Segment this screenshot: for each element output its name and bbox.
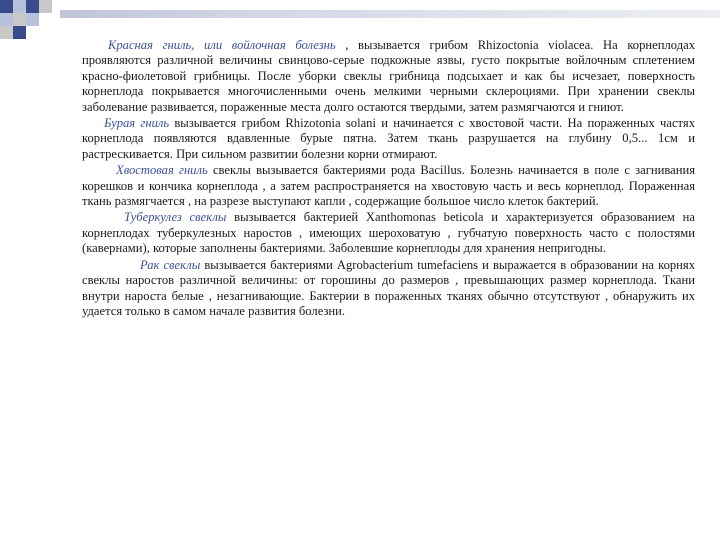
- paragraph-tuberculosis: [82, 210, 695, 256]
- term-crown-gall: Рак свеклы: [140, 257, 201, 272]
- paragraph-brown-rot: [82, 116, 695, 162]
- paragraph-tail-rot: [82, 163, 695, 209]
- deco-square: [13, 13, 26, 26]
- deco-square: [13, 0, 26, 13]
- text-body: [82, 38, 695, 320]
- paragraph-crown-gall: [82, 258, 695, 320]
- deco-square: [13, 26, 26, 39]
- deco-square: [26, 0, 39, 13]
- paragraph-text: , вызывается грибом Rhizoctonia violacea. На корнеплодах проявляются различной величины свинцово-серые подкожные язвы, густо покрытые войлочным сплетением красно-фиолетовой грибницы. После уборки свеклы грибница подсыхает и как бы исчезает, поверхность корнеплода покрывается многочисленными очень мелкими черными склероциями. При хранении свеклы заболевание развивается, пораженные места долго остаются твердыми, затем размягчаются и гниют.: [82, 38, 695, 114]
- deco-square: [0, 0, 13, 13]
- term-tail-rot: Хвостовая гниль: [116, 163, 208, 178]
- deco-square: [39, 0, 52, 13]
- deco-square: [0, 26, 13, 39]
- paragraph-text: вызывается грибом Rhizotonia solani и начинается с хвостовой части. На пораженных частях корнеплода появляются вдавленные бурые пятна. Затем ткань разрушается на глубину 0,5... 1см и растрескивается. При сильном развитии болезни корни отмирают.: [82, 116, 695, 161]
- paragraph-text: вызывается бактериями Agrobacterium tumefaciens и выражается в образовании на корнях свеклы наростов различной величины: от горошины до размеров , превышающих размер корнеплода. Ткани внутри нароста белые , незагнивающие. Бактерии в пораженных тканях обычно отсутствуют , обнаружить их удается только в самом начале развития болезни.: [82, 257, 695, 318]
- paragraph-text: вызывается бактерией Xanthomonas beticola и характеризуется образованием на корнеплодах туберкулезных наростов , имеющих шероховатую , губчатую поверхность часто с полостями (кавернами), которые заполнены бактериями. Заболевшие корнеплоды для хранения непригодны.: [82, 210, 695, 256]
- paragraph-text: свеклы вызывается бактериями рода Bacillus. Болезнь начинается в поле с загнивания корешков и кончика корнеплода , а затем распространяется на хвостовую часть и весь корнеплод. Пораженная ткань размягчается , на разрезе выступают капли , содержащие большое число клеток бактерий.: [82, 163, 695, 209]
- term-brown-rot: Бурая гниль: [104, 116, 170, 131]
- term-red-rot: Красная гниль, или войлочная болезнь: [108, 38, 336, 52]
- header-bar: [60, 10, 720, 18]
- deco-square: [26, 13, 39, 26]
- deco-square: [0, 13, 13, 26]
- term-tuberculosis: Туберкулез свеклы: [124, 210, 227, 225]
- paragraph-red-rot: [82, 38, 695, 115]
